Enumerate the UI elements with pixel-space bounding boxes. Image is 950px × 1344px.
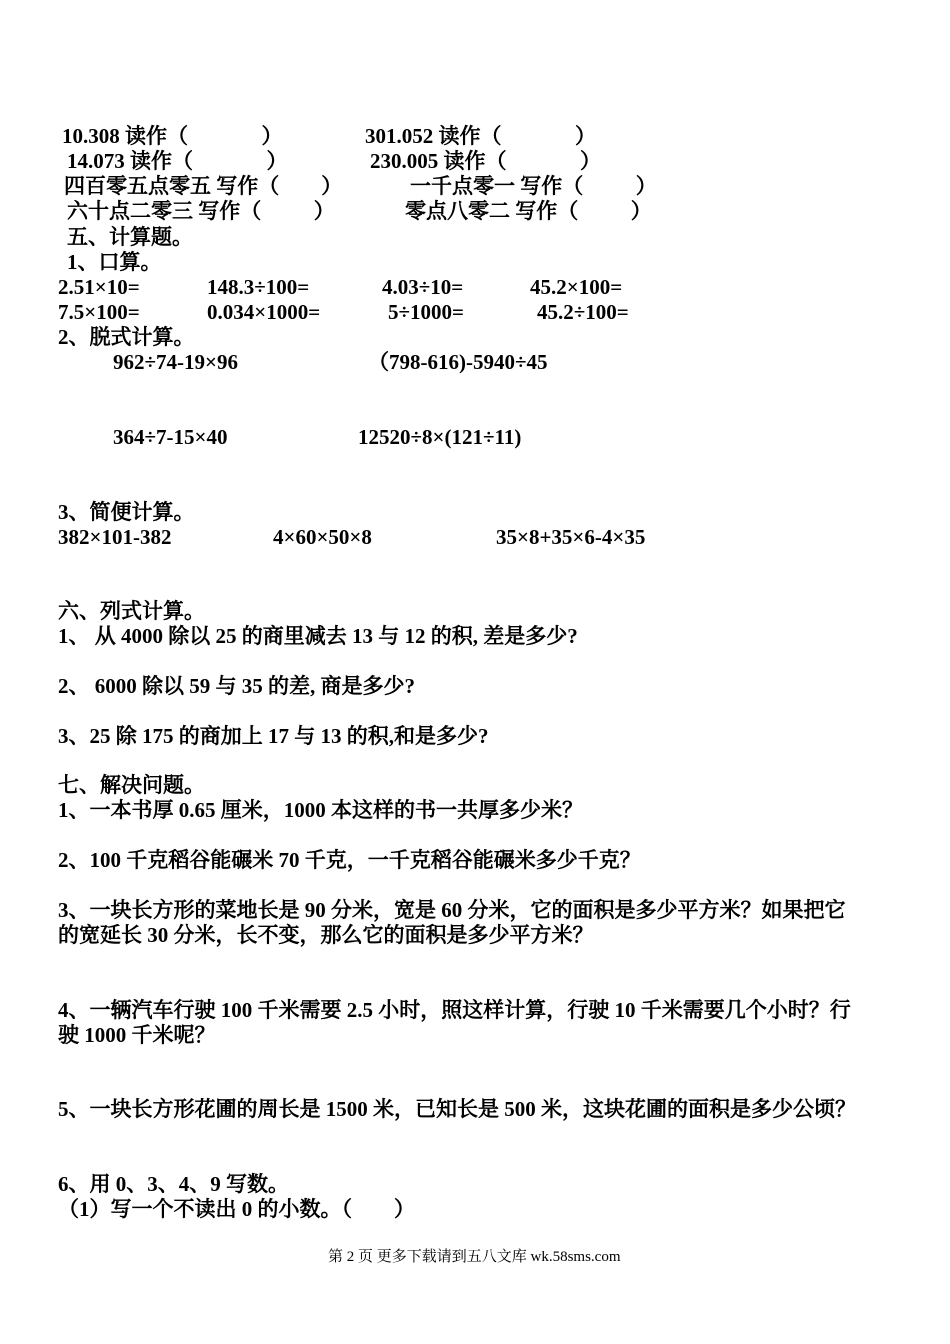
simple-item: 4×60×50×8 [273, 525, 372, 549]
section-title: 七、解决问题。 [58, 773, 205, 797]
oral-title: 1、口算。 [67, 250, 162, 274]
section-title: 六、列式计算。 [58, 599, 205, 623]
oral-item: 148.3÷100= [207, 275, 310, 299]
oral-item: 2.51×10= [58, 275, 140, 299]
read-item-4: 230.005 读作（ ） [370, 149, 601, 173]
question: 3、25 除 175 的商加上 17 与 13 的积,和是多少? [58, 724, 489, 748]
question: 2、 6000 除以 59 与 35 的差, 商是多少? [58, 674, 415, 698]
question: 2、100 千克稻谷能碾米 70 千克，一千克稻谷能碾米多少千克？ [58, 848, 641, 872]
write-item-1: 四百零五点零五 写作（ ） [64, 174, 343, 198]
read-item-2: 301.052 读作（ ） [365, 124, 596, 148]
section-title: 五、计算题。 [67, 225, 193, 249]
detach-item: 962÷74-19×96 [113, 350, 238, 374]
detach-item: 364÷7-15×40 [113, 425, 228, 449]
simple-title: 3、简便计算。 [58, 500, 195, 524]
oral-item: 7.5×100= [58, 300, 140, 324]
question: 6、用 0、3、4、9 写数。 [58, 1172, 289, 1196]
write-item-2: 一千点零一 写作（ ） [410, 174, 657, 198]
oral-item: 45.2÷100= [537, 300, 629, 324]
question-continuation: 驶 1000 千米呢？ [58, 1023, 216, 1047]
read-item-3: 14.073 读作（ ） [67, 149, 288, 173]
question: 5、一块长方形花圃的周长是 1500 米，已知长是 500 米，这块花圃的面积是多少公顷？ [58, 1097, 856, 1121]
page-footer: 第 2 页 更多下载请到五八文库 wk.58sms.com [328, 1249, 621, 1265]
question-continuation: 的宽延长 30 分米，长不变，那么它的面积是多少平方米？ [58, 923, 594, 947]
detach-item: 12520÷8×(121÷11) [358, 425, 522, 449]
simple-item: 35×8+35×6-4×35 [496, 525, 646, 549]
detach-item: （798-616)-5940÷45 [368, 350, 548, 374]
question: 1、 从 4000 除以 25 的商里减去 13 与 12 的积, 差是多少? [58, 624, 578, 648]
oral-item: 4.03÷10= [382, 275, 464, 299]
simple-item: 382×101-382 [58, 525, 172, 549]
oral-item: 45.2×100= [530, 275, 623, 299]
oral-item: 0.034×1000= [207, 300, 321, 324]
question: 4、一辆汽车行驶 100 千米需要 2.5 小时，照这样计算，行驶 10 千米需要几个小时？行 [58, 998, 851, 1022]
read-item-1: 10.308 读作（ ） [62, 124, 283, 148]
sub-question: （1）写一个不读出 0 的小数。（ ） [58, 1197, 415, 1221]
question: 1、一本书厚 0.65 厘米，1000 本这样的书一共厚多少米？ [58, 798, 583, 822]
write-item-3: 六十点二零三 写作（ ） [67, 199, 335, 223]
write-item-4: 零点八零二 写作（ ） [405, 199, 652, 223]
oral-item: 5÷1000= [388, 300, 464, 324]
question: 3、一块长方形的菜地长是 90 分米，宽是 60 分米，它的面积是多少平方米？如果把它 [58, 898, 846, 922]
detach-title: 2、脱式计算。 [58, 325, 195, 349]
